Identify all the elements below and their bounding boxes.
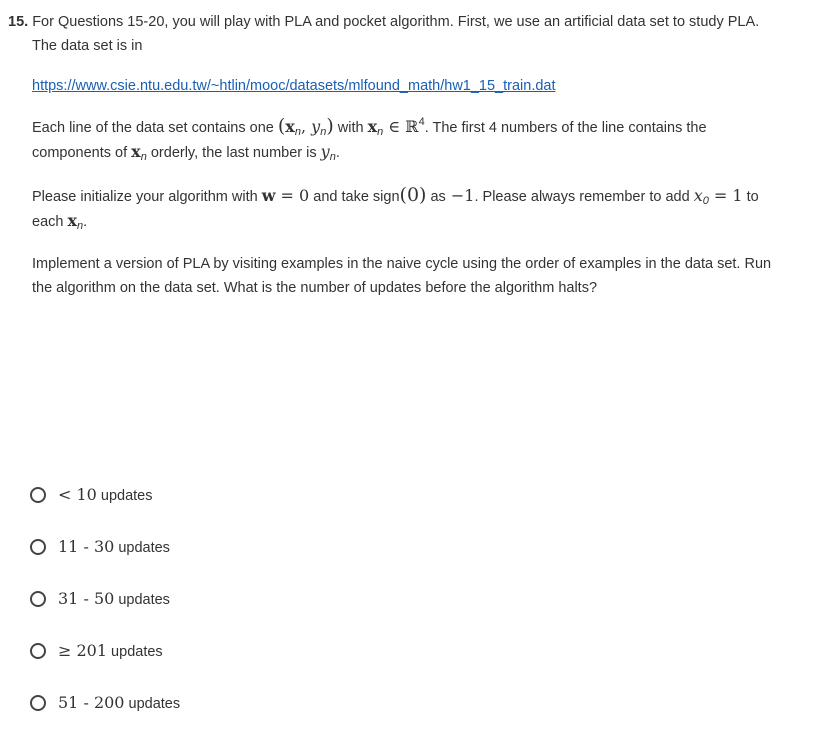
p2-text-b: and take sign: [309, 189, 400, 205]
math-neg-1: −1: [445, 186, 475, 205]
p2-end: .: [83, 214, 88, 230]
p3-line-1: Implement a version of PLA by visiting examples in the naive cycle using the order of examples in the data set. Run: [32, 256, 772, 272]
option-math: 11 - 30: [58, 537, 115, 556]
answer-option-5[interactable]: [30, 691, 180, 743]
math-eq-0: = 0: [275, 186, 310, 205]
math-paren-close: ): [326, 115, 334, 137]
option-text: updates: [107, 644, 163, 660]
option-label: [58, 691, 180, 716]
answer-option-3[interactable]: [30, 587, 180, 639]
option-label: [58, 587, 170, 612]
option-math: 31 - 50: [58, 589, 115, 608]
math-sub-n: n: [320, 126, 327, 138]
p2-each: each: [32, 214, 64, 230]
option-math: < 10: [58, 485, 97, 504]
intro-text: For Questions 15-20, you will play with PLA and pocket algorithm. First, we use an artificial data set to study PLA.: [32, 14, 760, 30]
math-in-r: ∈ ℝ: [383, 117, 419, 136]
p1-end: .: [335, 145, 340, 161]
p1-with: with: [333, 120, 368, 136]
option-text: updates: [124, 696, 181, 712]
answer-option-1[interactable]: [30, 483, 180, 535]
math-x0: x: [693, 186, 703, 205]
radio-button[interactable]: [30, 487, 46, 503]
math-w: w: [261, 186, 276, 205]
p1-text-c: components of: [32, 145, 128, 161]
intro-text-2: The data set is in: [32, 38, 143, 54]
p2-text-c: as: [426, 189, 446, 205]
math-sub-n: n: [77, 220, 84, 232]
p2-text-a: Please initialize your algorithm with: [32, 189, 258, 205]
p2-text-d: . Please always remember to add: [474, 189, 690, 205]
math-y: y: [320, 142, 330, 161]
question-block: [8, 10, 804, 300]
p1-text-d: orderly, the last number is: [146, 145, 317, 161]
math-sup-4: 4: [418, 116, 425, 128]
option-text: updates: [96, 488, 153, 504]
answer-option-4[interactable]: [30, 639, 180, 691]
p1-text-b: . The first 4 numbers of the line contains the: [424, 120, 707, 136]
p1-text-a: Each line of the data set contains one: [32, 120, 274, 136]
math-paren-open: (: [277, 115, 286, 137]
p3-line-2: the algorithm on the data set. What is the number of updates before the algorithm halts?: [32, 280, 598, 296]
radio-button[interactable]: [30, 539, 46, 555]
question-intro: [8, 10, 804, 34]
radio-button[interactable]: [30, 591, 46, 607]
question-number: 15.: [8, 14, 29, 30]
math-sub-n: n: [329, 151, 336, 163]
option-text: updates: [114, 592, 170, 608]
link-row: [8, 74, 804, 98]
radio-button[interactable]: [30, 643, 46, 659]
math-sub-n: n: [377, 126, 384, 138]
paragraph-initialize: [8, 183, 804, 234]
option-math: ≥ 201: [58, 641, 108, 660]
option-text: updates: [114, 540, 170, 556]
dataset-link[interactable]: https://www.csie.ntu.edu.tw/~htlin/mooc/datasets/mlfound_math/hw1_15_train.dat: [32, 78, 556, 94]
math-sub-n: n: [294, 126, 301, 138]
math-sub-n: n: [140, 151, 147, 163]
radio-button[interactable]: [30, 695, 46, 711]
option-label: [58, 639, 163, 664]
answer-options: [30, 483, 180, 743]
math-eq-1: = 1: [708, 186, 743, 205]
math-y: y: [311, 117, 321, 136]
math-x: x: [367, 117, 378, 136]
math-comma: ,: [300, 117, 312, 136]
answer-option-2[interactable]: [30, 535, 180, 587]
math-x: x: [131, 142, 141, 161]
option-math: 51 - 200: [58, 693, 125, 712]
option-label: [58, 483, 153, 508]
math-x: x: [285, 117, 295, 136]
p2-text-e: to: [742, 189, 759, 205]
option-label: [58, 535, 170, 560]
paragraph-implement: [8, 252, 804, 300]
math-x: x: [67, 211, 78, 230]
math-sub-0: 0: [702, 195, 709, 207]
paragraph-data-format: [8, 114, 804, 165]
math-sign-0: (0): [399, 184, 427, 206]
